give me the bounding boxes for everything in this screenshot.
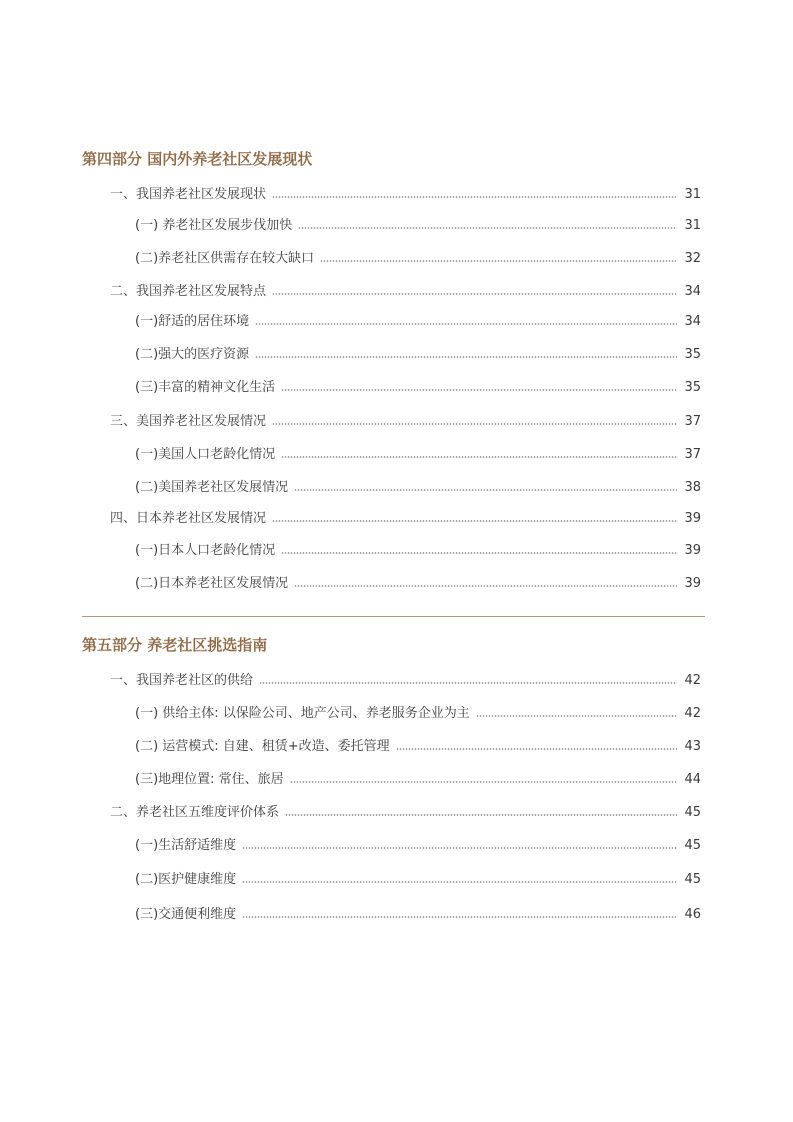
toc-entry-label: 二、养老社区五维度评价体系 xyxy=(110,805,280,820)
toc-entry[interactable] xyxy=(135,705,701,723)
toc-entry[interactable] xyxy=(135,446,701,464)
dot-leader xyxy=(294,489,677,491)
toc-entry-page: 39 xyxy=(684,511,701,526)
dot-leader xyxy=(476,715,677,717)
toc-entry[interactable] xyxy=(135,379,701,397)
toc-entry-label: (二)日本养老社区发展情况 xyxy=(135,576,289,591)
toc-entry-page: 39 xyxy=(684,543,701,558)
toc-entry-label: 四、日本养老社区发展情况 xyxy=(110,511,267,526)
dot-leader xyxy=(242,847,677,849)
toc-entry-label: (一)生活舒适维度 xyxy=(135,838,237,853)
toc-entry-label: (一)美国人口老龄化情况 xyxy=(135,447,276,462)
dot-leader xyxy=(281,456,677,458)
toc-entry-page: 38 xyxy=(684,480,701,495)
toc-entry-label: (二)养老社区供需存在较大缺口 xyxy=(135,251,315,266)
toc-entry-label: (三)交通便利维度 xyxy=(135,907,237,922)
toc-entry-page: 45 xyxy=(684,838,701,853)
toc-entry[interactable] xyxy=(135,575,701,593)
section-divider xyxy=(82,616,705,617)
toc-entry-page: 31 xyxy=(684,218,701,233)
dot-leader xyxy=(255,323,677,325)
toc-entry-page: 46 xyxy=(684,907,701,922)
dot-leader xyxy=(396,748,677,750)
toc-entry-label: 一、我国养老社区的供给 xyxy=(110,673,254,688)
toc-entry-label: 三、美国养老社区发展情况 xyxy=(110,414,267,429)
toc-entry-page: 34 xyxy=(684,314,701,329)
dot-leader xyxy=(242,916,677,918)
toc-entry-label: (二)美国养老社区发展情况 xyxy=(135,480,289,495)
dot-leader xyxy=(294,585,677,587)
toc-entry-label: 二、我国养老社区发展特点 xyxy=(110,284,267,299)
toc-entry-label: (一) 养老社区发展步伐加快 xyxy=(135,218,293,233)
toc-entry-label: (三)地理位置: 常住、旅居 xyxy=(135,772,284,787)
toc-entry[interactable] xyxy=(110,413,701,431)
toc-entry[interactable] xyxy=(135,217,701,235)
toc-entry[interactable] xyxy=(135,542,701,560)
toc-entry-label: (三)丰富的精神文化生活 xyxy=(135,380,276,395)
dot-leader xyxy=(281,552,677,554)
toc-entry-page: 34 xyxy=(684,284,701,299)
toc-entry-label: (一)日本人口老龄化情况 xyxy=(135,543,276,558)
toc-entry-page: 42 xyxy=(684,706,701,721)
toc-entry-page: 37 xyxy=(684,414,701,429)
toc-entry-label: (一)舒适的居住环境 xyxy=(135,314,250,329)
toc-entry-page: 43 xyxy=(684,739,701,754)
toc-entry-page: 42 xyxy=(684,673,701,688)
toc-entry[interactable] xyxy=(135,313,701,331)
dot-leader xyxy=(242,881,677,883)
toc-entry[interactable] xyxy=(110,510,701,528)
toc-entry-page: 32 xyxy=(684,251,701,266)
toc-entry[interactable] xyxy=(110,283,701,301)
toc-entry[interactable] xyxy=(135,837,701,855)
dot-leader xyxy=(272,196,677,198)
dot-leader xyxy=(259,682,677,684)
toc-entry-page: 45 xyxy=(684,805,701,820)
dot-leader xyxy=(272,423,677,425)
toc-entry-label: (二)医护健康维度 xyxy=(135,872,237,887)
dot-leader xyxy=(272,293,677,295)
toc-entry-label: (一) 供给主体: 以保险公司、地产公司、养老服务企业为主 xyxy=(135,706,470,721)
toc-entry-label: (二)强大的医疗资源 xyxy=(135,347,250,362)
toc-entry[interactable] xyxy=(135,871,701,889)
dot-leader xyxy=(298,227,677,229)
toc-entry[interactable] xyxy=(110,186,701,204)
toc-entry-page: 35 xyxy=(684,347,701,362)
dot-leader xyxy=(255,356,677,358)
toc-entry[interactable] xyxy=(135,906,701,924)
toc-entry[interactable] xyxy=(135,479,701,497)
dot-leader xyxy=(290,781,677,783)
dot-leader xyxy=(272,520,677,522)
toc-entry[interactable] xyxy=(135,771,701,789)
toc-entry[interactable] xyxy=(110,672,701,690)
section-title-part5: 第五部分 养老社区挑选指南 xyxy=(82,636,268,654)
toc-entry[interactable] xyxy=(135,346,701,364)
toc-entry[interactable] xyxy=(110,804,701,822)
toc-entry-page: 39 xyxy=(684,576,701,591)
dot-leader xyxy=(285,814,677,816)
toc-entry-page: 31 xyxy=(684,187,701,202)
section-title-part4: 第四部分 国内外养老社区发展现状 xyxy=(82,150,313,168)
toc-entry[interactable] xyxy=(135,738,701,756)
toc-entry-label: 一、我国养老社区发展现状 xyxy=(110,187,267,202)
toc-entry-page: 44 xyxy=(684,772,701,787)
dot-leader xyxy=(281,389,677,391)
toc-entry-page: 35 xyxy=(684,380,701,395)
toc-entry-label: (二) 运营模式: 自建、租赁+改造、委托管理 xyxy=(135,739,390,754)
dot-leader xyxy=(320,260,677,262)
toc-entry[interactable] xyxy=(135,250,701,268)
toc-entry-page: 45 xyxy=(684,872,701,887)
toc-entry-page: 37 xyxy=(684,447,701,462)
